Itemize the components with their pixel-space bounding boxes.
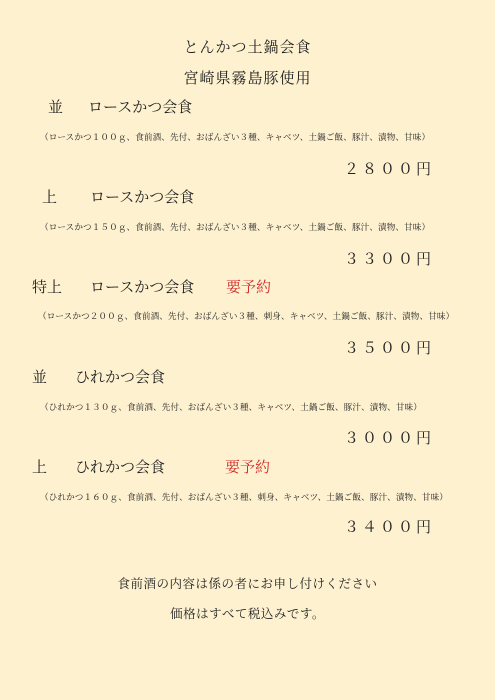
item-price: ３５００円 [344,339,435,357]
item-price: ２８００円 [344,160,435,178]
menu-item-heading [32,276,271,297]
item-grade: 上 [32,458,48,476]
item-description: （ロースかつ２００ｇ、食前酒、先付、おばんざい３種、刺身、キャベツ、土鍋ご飯、豚汁、漬物、甘味） [38,312,455,322]
menu-item-heading [32,456,270,477]
item-description: （ロースかつ１００ｇ、食前酒、先付、おばんざい３種、キャベツ、土鍋ご飯、豚汁、漬物、甘味） [40,133,431,143]
item-grade: 並 [32,368,48,386]
item-description: （ロースかつ１５０ｇ、食前酒、先付、おばんざい３種、キャベツ、土鍋ご飯、豚汁、漬物、甘味） [40,223,431,233]
item-name: ロースかつ会食 [90,188,195,206]
menu-item-heading [42,186,194,207]
item-description: （ひれかつ１６０ｇ、食前酒、先付、おばんざい３種、刺身、キャベツ、土鍋ご飯、豚汁、漬物、甘味） [40,493,449,503]
item-name: ひれかつ会食 [75,368,166,386]
item-grade: 並 [48,98,64,116]
aperitif-note: 食前酒の内容は係の者にお申し付けください [117,576,378,591]
item-name: ひれかつ会食 [75,458,166,476]
menu-item-heading [32,366,165,387]
menu-item-heading [48,96,192,117]
tax-note: 価格はすべて税込みです。 [170,606,325,621]
item-price: ３３００円 [344,250,435,268]
menu-subtitle: 宮崎県霧島豚使用 [183,69,312,87]
menu-title: とんかつ土鍋会食 [183,38,312,56]
reservation-required-label: 要予約 [225,458,271,476]
item-grade: 上 [42,188,58,206]
reservation-required-label: 要予約 [226,278,272,296]
item-name: ロースかつ会食 [88,98,193,116]
item-name: ロースかつ会食 [90,278,195,296]
item-description: （ひれかつ１３０ｇ、食前酒、先付、おばんざい３種、キャベツ、土鍋ご飯、豚汁、漬物、甘味） [40,403,422,413]
item-price: ３０００円 [344,429,435,447]
item-price: ３４００円 [344,518,435,536]
item-grade: 特上 [32,278,63,296]
